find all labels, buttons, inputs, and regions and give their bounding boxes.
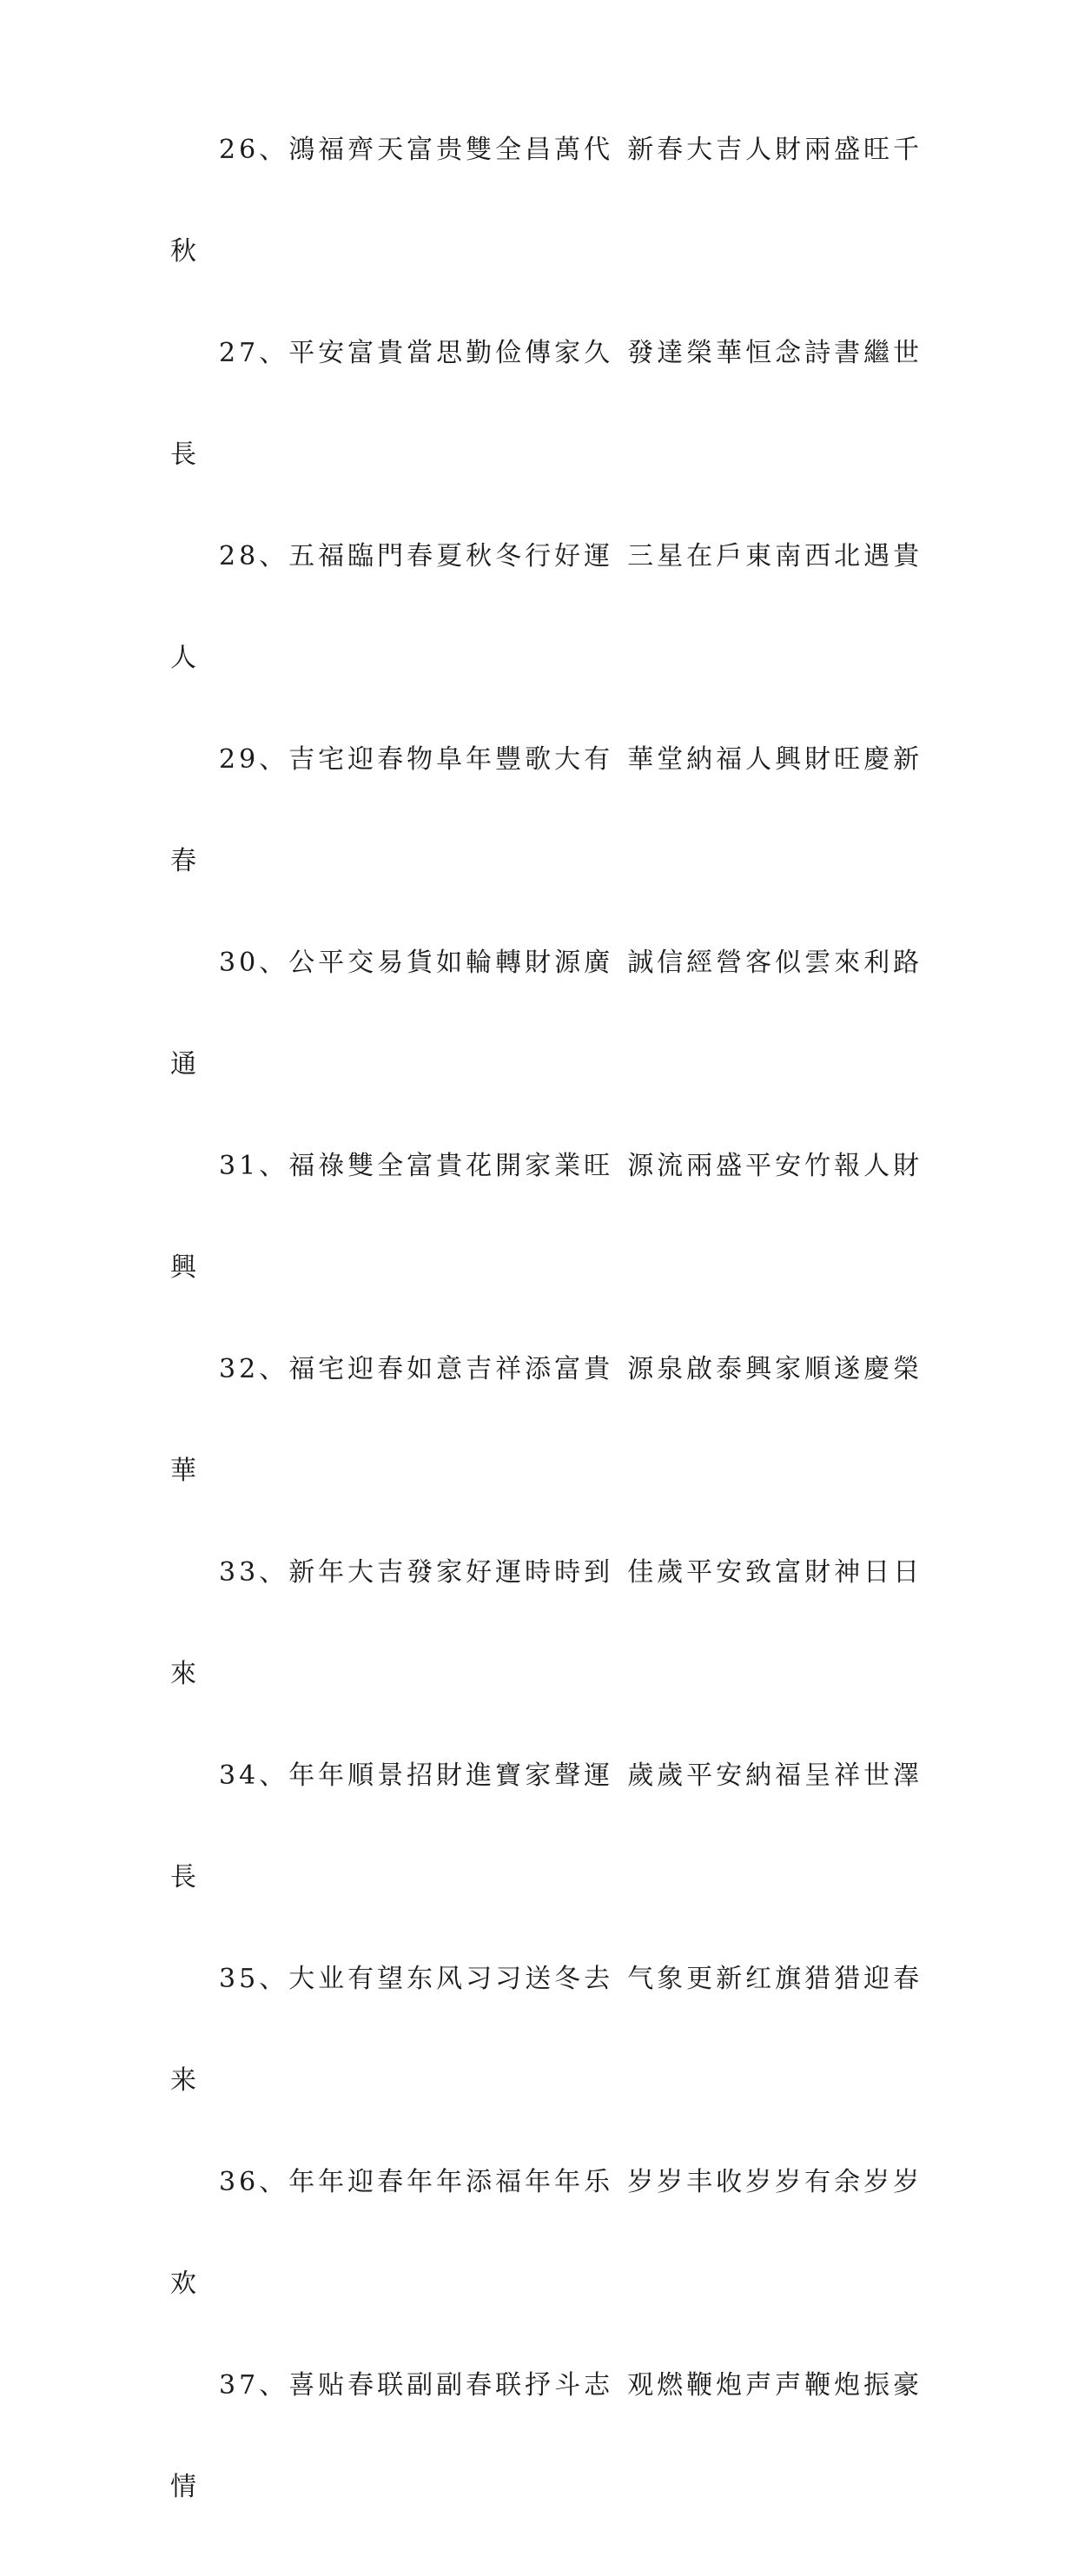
list-item — [170, 135, 923, 340]
list-item — [170, 1354, 923, 1560]
upper-line: 新年大吉發家好運時時到 — [288, 1557, 614, 1588]
entry-first-line — [170, 1964, 923, 2068]
lower-line: 新春大吉人財兩盛旺千 — [627, 135, 923, 165]
entry-number: 27、 — [219, 338, 289, 368]
list-item — [170, 744, 923, 950]
lower-line: 源泉啟泰興家順遂慶榮 — [627, 1354, 923, 1384]
upper-line: 鴻福齊天富贵雙全昌萬代 — [288, 135, 614, 165]
lower-line: 气象更新红旗猎猎迎春 — [627, 1964, 923, 1994]
lower-line-end: 人 — [170, 643, 200, 673]
upper-line: 喜贴春联副副春联抒斗志 — [288, 2370, 614, 2401]
upper-line: 大业有望东风习习送冬去 — [288, 1964, 614, 1994]
lower-line: 三星在戶東南西北遇貴 — [627, 541, 923, 571]
entry-number: 32、 — [219, 1354, 289, 1384]
list-item — [170, 1151, 923, 1357]
entry-wrap-line — [170, 1252, 917, 1357]
lower-line: 發達榮華恒念詩書繼世 — [627, 338, 923, 368]
lower-line-end: 情 — [170, 2472, 200, 2502]
entry-number: 31、 — [219, 1151, 289, 1181]
upper-line: 年年迎春年年添福年年乐 — [288, 2167, 614, 2197]
list-item — [170, 948, 923, 1153]
lower-line: 观燃鞭炮声声鞭炮振豪 — [627, 2370, 923, 2401]
entry-wrap-line — [170, 2271, 917, 2373]
entry-wrap-line — [170, 2474, 917, 2576]
couplet-list — [170, 135, 923, 2576]
list-item — [170, 1557, 923, 1763]
list-item — [170, 1964, 923, 2170]
lower-line-end: 通 — [170, 1049, 200, 1080]
list-item — [170, 2370, 923, 2576]
entry-first-line — [170, 2370, 923, 2474]
list-item — [170, 1760, 923, 1966]
entry-number: 26、 — [219, 135, 289, 165]
lower-line-end: 興 — [170, 1252, 200, 1283]
entry-first-line — [170, 1354, 923, 1458]
entry-first-line — [170, 1557, 923, 1661]
lower-line-end: 來 — [170, 1659, 200, 1689]
entry-number: 36、 — [219, 2167, 289, 2197]
lower-line: 源流兩盛平安竹報人財 — [627, 1151, 923, 1181]
lower-line-end: 来 — [170, 2065, 200, 2096]
upper-line: 吉宅迎春物阜年豐歌大有 — [288, 744, 614, 775]
lower-line-end: 秋 — [170, 236, 200, 267]
entry-wrap-line — [170, 439, 917, 544]
entry-first-line — [170, 338, 923, 442]
lower-line-end: 長 — [170, 439, 200, 470]
entry-wrap-line — [170, 1661, 917, 1763]
entry-wrap-line — [170, 2065, 917, 2170]
upper-line: 公平交易貨如輪轉財源廣 — [288, 948, 614, 978]
upper-line: 福宅迎春如意吉祥添富貴 — [288, 1354, 614, 1384]
entry-number: 29、 — [219, 744, 289, 775]
entry-number: 30、 — [219, 948, 289, 978]
lower-line: 佳歲平安致富財神日日 — [627, 1557, 923, 1588]
lower-line-end: 長 — [170, 1862, 200, 1892]
lower-line-end: 華 — [170, 1456, 200, 1486]
lower-line-end: 欢 — [170, 2269, 200, 2299]
entry-first-line — [170, 541, 923, 645]
lower-line: 岁岁丰收岁岁有余岁岁 — [627, 2167, 923, 2197]
lower-line: 華堂納福人興財旺慶新 — [627, 744, 923, 775]
entry-number: 28、 — [219, 541, 289, 571]
lower-line: 誠信經營客似雲來利路 — [627, 948, 923, 978]
entry-number: 35、 — [219, 1964, 289, 1994]
entry-number: 37、 — [219, 2370, 289, 2401]
entry-number: 33、 — [219, 1557, 289, 1588]
entry-wrap-line — [170, 846, 917, 950]
entry-first-line — [170, 1151, 923, 1255]
entry-wrap-line — [170, 1049, 917, 1153]
list-item — [170, 541, 923, 747]
entry-number: 34、 — [219, 1760, 289, 1791]
list-item — [170, 338, 923, 544]
entry-first-line — [170, 2167, 923, 2271]
entry-first-line — [170, 948, 923, 1052]
entry-first-line — [170, 744, 923, 849]
upper-line: 年年順景招財進寶家聲運 — [288, 1760, 614, 1791]
entry-wrap-line — [170, 236, 917, 340]
entry-first-line — [170, 1760, 923, 1865]
upper-line: 平安富貴當思勤俭傳家久 — [288, 338, 614, 368]
entry-wrap-line — [170, 645, 917, 747]
lower-line-end: 春 — [170, 846, 200, 876]
entry-wrap-line — [170, 1458, 917, 1560]
lower-line: 歲歲平安納福呈祥世澤 — [627, 1760, 923, 1791]
upper-line: 福祿雙全富貴花開家業旺 — [288, 1151, 614, 1181]
list-item — [170, 2167, 923, 2373]
entry-wrap-line — [170, 1862, 917, 1966]
upper-line: 五福臨門春夏秋冬行好運 — [288, 541, 614, 571]
entry-first-line — [170, 135, 923, 239]
